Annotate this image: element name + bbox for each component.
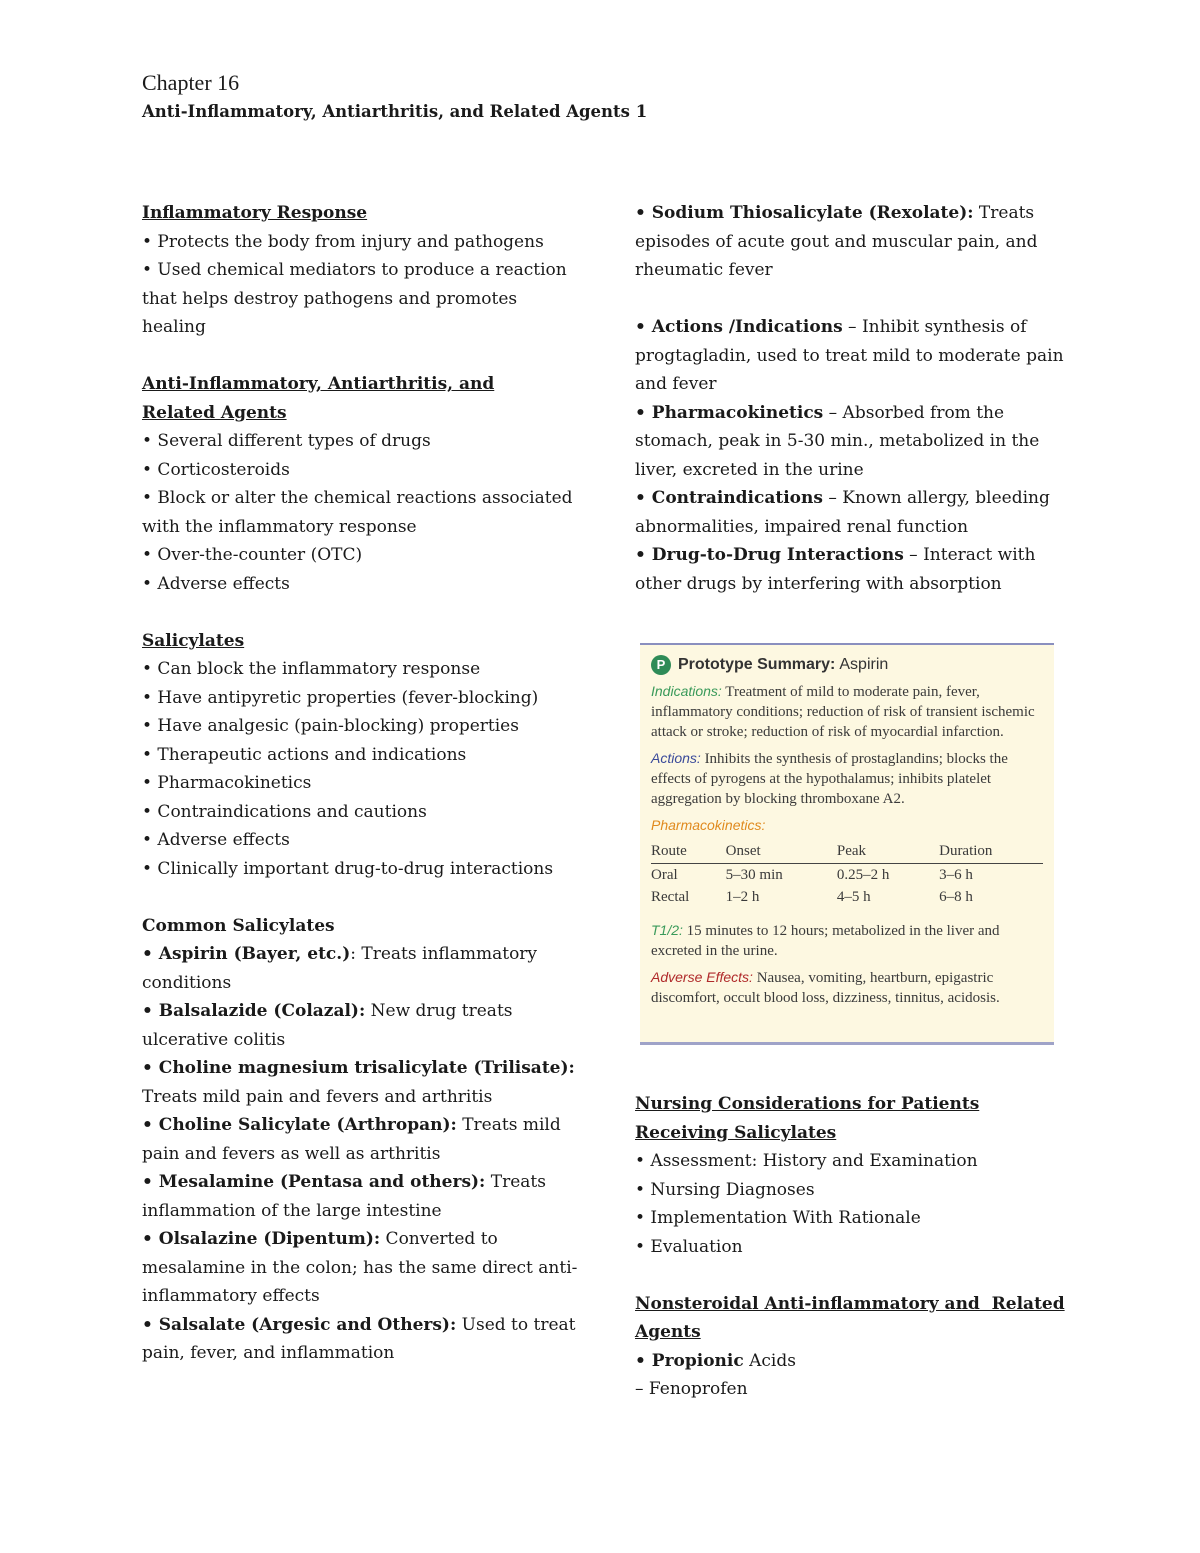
- prototype-p-icon: P: [651, 655, 671, 675]
- common-salicylate-item: [142, 1168, 582, 1225]
- prototype-summary-header: [651, 655, 1044, 675]
- property-name: • Pharmacokinetics: [635, 402, 824, 423]
- prototype-actions: [651, 748, 1044, 809]
- nsaid-item-bold: • Propionic: [635, 1350, 744, 1371]
- agents-heading-line2: Related Agents: [142, 402, 287, 423]
- common-salicylate-item: [142, 1225, 582, 1311]
- table-cell: 4–5 h: [836, 889, 871, 905]
- prototype-adverse-effects: [651, 967, 1044, 1008]
- salicylates-heading: Salicylates: [142, 630, 245, 651]
- table-cell: 1–2 h: [725, 889, 760, 905]
- chapter-title: Chapter 16: [142, 70, 240, 95]
- half-life-text: 15 minutes to 12 hours; metabolized in the liver and excreted in the urine.: [651, 923, 1000, 959]
- agents-heading-line1: Anti-Inflammatory, Antiarthritis, and: [142, 374, 495, 394]
- property-description: – Absorbed from the stomach, peak in 5-30 min., metabolized in the liver, excreted in the urine: [635, 402, 1040, 480]
- property-name: • Drug-to-Drug Interactions: [635, 545, 904, 565]
- salicylates-bullet: • Have analgesic (pain-blocking) properties: [142, 716, 519, 736]
- table-cell: 5–30 min: [725, 867, 783, 883]
- common-salicylate-item: [142, 997, 582, 1054]
- nsaid-subitem: – Fenoprofen: [635, 1379, 748, 1399]
- drug-description: Treats inflammation of the large intestine: [142, 1172, 546, 1221]
- salicylates-bullet: • Can block the inflammatory response: [142, 659, 481, 679]
- salicylates-bullet: • Have antipyretic properties (fever-blocking): [142, 687, 539, 708]
- actions-label: Actions:: [651, 750, 701, 766]
- drug-name: • Olsalazine (Dipentum):: [142, 1229, 381, 1249]
- indications-text: Treatment of mild to moderate pain, fever, inflammatory conditions; reduction of risk of transient ischemic attack or stroke; reduction of risk of myocardial infarction.: [651, 684, 1035, 740]
- table-cell: 3–6 h: [939, 867, 973, 883]
- property-item: [635, 399, 1065, 485]
- nsaid-item-rest: Acids: [743, 1350, 796, 1371]
- property-description: – Interact with other drugs by interfering with absorption: [635, 545, 1036, 594]
- agents-bullet: • Adverse effects: [142, 573, 290, 594]
- nursing-bullet: • Nursing Diagnoses: [635, 1179, 815, 1200]
- nsaid-heading-line2: Agents: [635, 1322, 701, 1342]
- table-row: [651, 864, 1043, 887]
- agents-bullet: • Over-the-counter (OTC): [142, 545, 363, 565]
- nursing-bullet: • Evaluation: [635, 1236, 743, 1257]
- table-cell: Oral: [651, 867, 678, 883]
- common-salicylate-item: [142, 1111, 582, 1168]
- prototype-summary-box: [640, 643, 1054, 1045]
- pharmacokinetics-label: Pharmacokinetics:: [651, 817, 766, 833]
- chapter-subtitle: Anti-Inflammatory, Antiarthritis, and Related Agents 1: [142, 102, 648, 121]
- property-name: • Contraindications: [635, 488, 823, 508]
- left-column: [142, 199, 582, 1368]
- property-item: [635, 484, 1065, 541]
- drug-description: Treats mild pain and fevers as well as arthritis: [142, 1115, 561, 1164]
- prototype-half-life: [651, 920, 1044, 961]
- drug-description: Used to treat pain, fever, and inflammation: [142, 1314, 576, 1363]
- table-cell: 6–8 h: [939, 889, 973, 905]
- nursing-heading-line2: Receiving Salicylates: [635, 1122, 837, 1143]
- salicylates-bullet: • Clinically important drug-to-drug interactions: [142, 858, 554, 879]
- column-header: Route: [651, 839, 726, 864]
- property-description: – Known allergy, bleeding abnormalities, impaired renal function: [635, 488, 1050, 537]
- property-name: • Actions /Indications: [635, 317, 843, 337]
- drug-description: Treats mild pain and fevers and arthritis: [142, 1086, 493, 1107]
- nursing-bullet: • Assessment: History and Examination: [635, 1151, 978, 1171]
- common-salicylate-item: [142, 940, 582, 997]
- thiosalicylate-item: [635, 199, 1065, 285]
- column-header: Peak: [837, 839, 939, 864]
- nsaid-item: [635, 1347, 1065, 1376]
- nursing-heading-line1: Nursing Considerations for Patients: [635, 1094, 980, 1114]
- nsaid-heading-line1: Nonsteroidal Anti-inflammatory and Related: [635, 1293, 1065, 1314]
- half-life-label: T1/2:: [651, 922, 683, 938]
- property-item: [635, 313, 1065, 399]
- drug-name: • Salsalate (Argesic and Others):: [142, 1314, 457, 1335]
- prototype-drug-name: Aspirin: [839, 656, 889, 673]
- page-header: [142, 70, 647, 121]
- nursing-bullet: • Implementation With Rationale: [635, 1208, 921, 1228]
- prototype-summary-title: Prototype Summary:: [678, 656, 836, 673]
- prototype-indications: [651, 681, 1044, 742]
- pharmacokinetics-table: [651, 839, 1043, 908]
- common-salicylate-item: [142, 1311, 582, 1368]
- salicylates-bullet: • Therapeutic actions and indications: [142, 744, 467, 765]
- agents-bullet: • Corticosteroids: [142, 459, 290, 480]
- table-cell: Rectal: [651, 889, 690, 905]
- salicylates-bullet: • Contraindications and cautions: [142, 801, 427, 822]
- drug-name: • Balsalazide (Colazal):: [142, 1001, 366, 1021]
- drug-description: : Treats inflammatory conditions: [142, 944, 538, 993]
- agents-bullet: • Several different types of drugs: [142, 431, 431, 451]
- actions-text: Inhibits the synthesis of prostaglandins; blocks the effects of pyrogens at the hypothalamus; inhibits platelet aggregation by blocking thromboxane A2.: [651, 751, 1008, 807]
- drug-name: • Aspirin (Bayer, etc.): [142, 944, 351, 964]
- property-description: – Inhibit synthesis of progtagladin, used to treat mild to moderate pain and fever: [635, 317, 1064, 394]
- table-cell: 0.25–2 h: [836, 867, 890, 883]
- inflammatory-response-heading: Inflammatory Response: [142, 203, 368, 223]
- drug-name: • Mesalamine (Pentasa and others):: [142, 1172, 486, 1192]
- drug-description: Treats episodes of acute gout and muscular pain, and rheumatic fever: [635, 203, 1038, 280]
- salicylates-bullet: • Pharmacokinetics: [142, 773, 312, 793]
- indications-label: Indications:: [651, 683, 722, 699]
- adverse-effects-text: Nausea, vomiting, heartburn, epigastric discomfort, occult blood loss, dizziness, tinnitus, acidosis.: [651, 970, 1000, 1006]
- column-header: Duration: [939, 839, 1043, 864]
- common-salicylates-heading: Common Salicylates: [142, 915, 335, 936]
- common-salicylate-item: [142, 1054, 582, 1111]
- inflammatory-bullet: • Used chemical mediators to produce a reaction that helps destroy pathogens and promotes healing: [142, 260, 567, 337]
- drug-name: • Choline magnesium trisalicylate (Trilisate):: [142, 1058, 575, 1078]
- table-row: [651, 886, 1043, 908]
- drug-name: • Choline Salicylate (Arthropan):: [142, 1115, 457, 1135]
- salicylates-bullet: • Adverse effects: [142, 830, 290, 850]
- agents-bullet: • Block or alter the chemical reactions associated with the inflammatory response: [142, 488, 573, 537]
- property-item: [635, 541, 1065, 598]
- drug-description: New drug treats ulcerative colitis: [142, 1001, 513, 1050]
- table-header-row: [651, 839, 1043, 864]
- drug-name: • Sodium Thiosalicylate (Rexolate):: [635, 203, 974, 223]
- drug-description: Converted to mesalamine in the colon; has the same direct anti-inflammatory effects: [142, 1229, 578, 1306]
- column-header: Onset: [726, 839, 837, 864]
- inflammatory-bullet: • Protects the body from injury and pathogens: [142, 231, 544, 252]
- adverse-effects-label: Adverse Effects:: [651, 969, 753, 985]
- right-column-lower: [635, 1090, 1065, 1404]
- right-column: [635, 199, 1065, 598]
